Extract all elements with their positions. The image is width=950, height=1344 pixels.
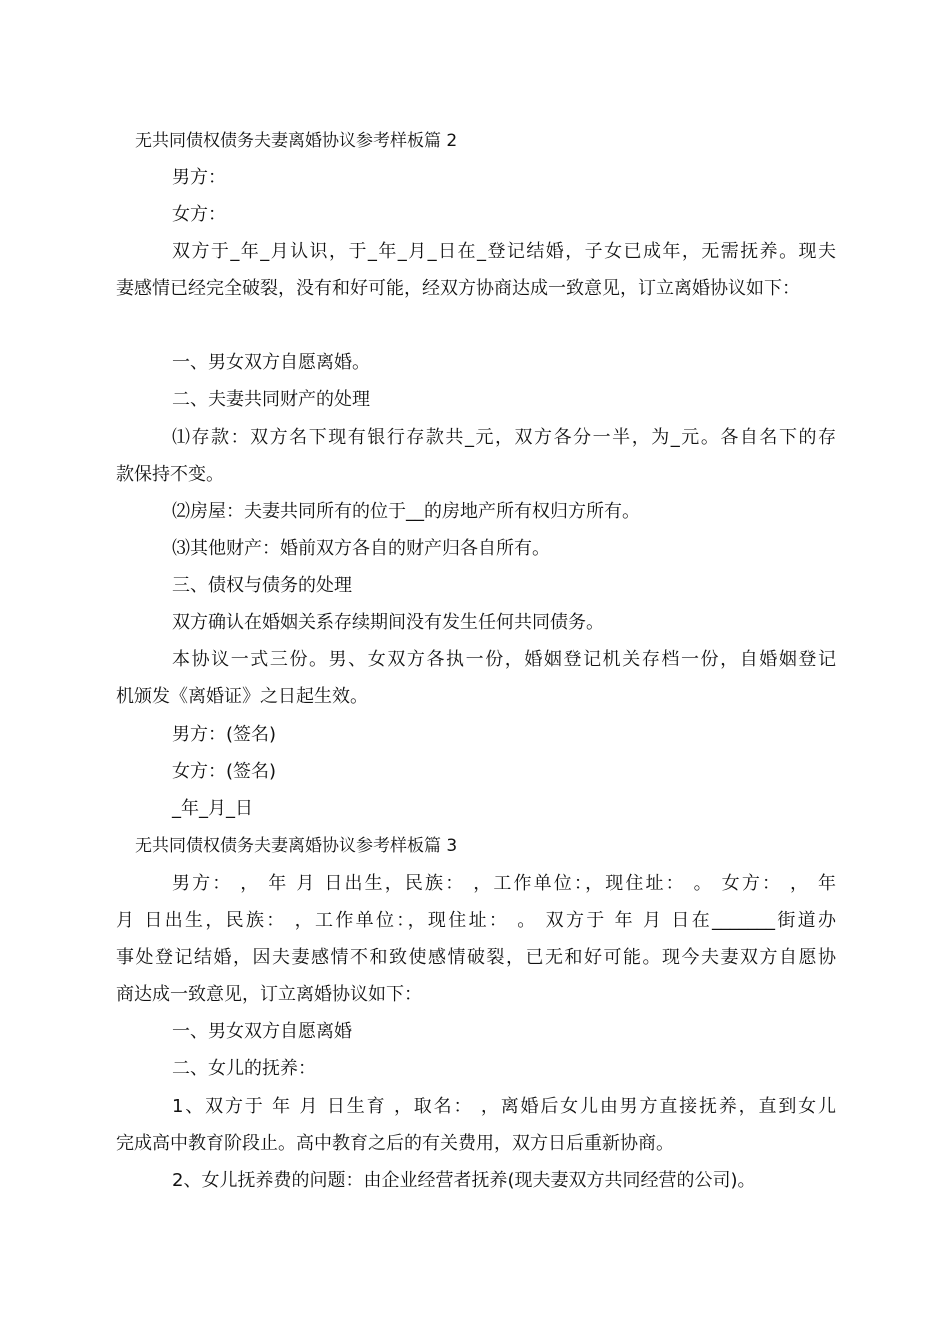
s3-clause-2-heading: 二、女儿的抚养： bbox=[172, 1058, 316, 1079]
house-clause: ⑵房屋：夫妻共同所有的位于__的房地产所有权归方所有。 bbox=[172, 501, 640, 522]
female-signature-line: 女方：(签名) bbox=[172, 761, 277, 782]
intro-paragraph-line-2: 妻感情已经完全破裂，没有和好可能，经双方协商达成一致意见，订立离婚协议如下： bbox=[116, 278, 800, 299]
male-signature-line: 男方：(签名) bbox=[172, 724, 277, 745]
male-party-label: 男方： bbox=[172, 167, 226, 188]
parties-paragraph-line-2: 月 日出生，民族： ，工作单位：，现住址： 。 双方于 年 月 日在_______街道办 bbox=[116, 910, 836, 931]
copies-clause-line-1: 本协议一式三份。男、女双方各执一份，婚姻登记机关存档一份，自婚姻登记 bbox=[172, 649, 836, 670]
s3-clause-1-heading: 一、男女双方自愿离婚 bbox=[172, 1021, 352, 1042]
section-3-title: 无共同债权债务夫妻离婚协议参考样板篇 3 bbox=[135, 836, 458, 856]
section-2-title: 无共同债权债务夫妻离婚协议参考样板篇 2 bbox=[135, 131, 458, 151]
custody-clause-line-1: 1、双方于 年 月 日生育 ，取名： ，离婚后女儿由男方直接抚养，直到女儿 bbox=[172, 1096, 836, 1117]
deposit-clause-line-1: ⑴存款：双方名下现有银行存款共_元，双方各分一半，为_元。各自名下的存 bbox=[172, 427, 836, 448]
deposit-clause-line-2: 款保持不变。 bbox=[116, 464, 224, 485]
parties-paragraph-line-3: 事处登记结婚，因夫妻感情不和致使感情破裂，已无和好可能。现今夫妻双方自愿协 bbox=[116, 947, 836, 968]
clause-3-heading: 三、债权与债务的处理 bbox=[172, 575, 352, 596]
parties-paragraph-line-1: 男方： ， 年 月 日出生，民族： ，工作单位：，现住址： 。 女方： ， 年 bbox=[172, 873, 836, 894]
date-line: _年_月_日 bbox=[172, 798, 253, 819]
intro-paragraph-line-1: 双方于_年_月认识，于_年_月_日在_登记结婚，子女已成年，无需抚养。现夫 bbox=[172, 241, 836, 262]
copies-clause-line-2: 机颁发《离婚证》之日起生效。 bbox=[116, 686, 368, 707]
clause-1-heading: 一、男女双方自愿离婚。 bbox=[172, 352, 370, 373]
female-party-label: 女方： bbox=[172, 204, 226, 225]
clause-2-heading: 二、夫妻共同财产的处理 bbox=[172, 389, 370, 410]
child-support-clause: 2、女儿抚养费的问题：由企业经营者抚养(现夫妻双方共同经营的公司)。 bbox=[172, 1170, 756, 1191]
other-property-clause: ⑶其他财产：婚前双方各自的财产归各自所有。 bbox=[172, 538, 550, 559]
debt-statement: 双方确认在婚姻关系存续期间没有发生任何共同债务。 bbox=[172, 612, 604, 633]
parties-paragraph-line-4: 商达成一致意见，订立离婚协议如下： bbox=[116, 984, 422, 1005]
custody-clause-line-2: 完成高中教育阶段止。高中教育之后的有关费用，双方日后重新协商。 bbox=[116, 1133, 674, 1154]
